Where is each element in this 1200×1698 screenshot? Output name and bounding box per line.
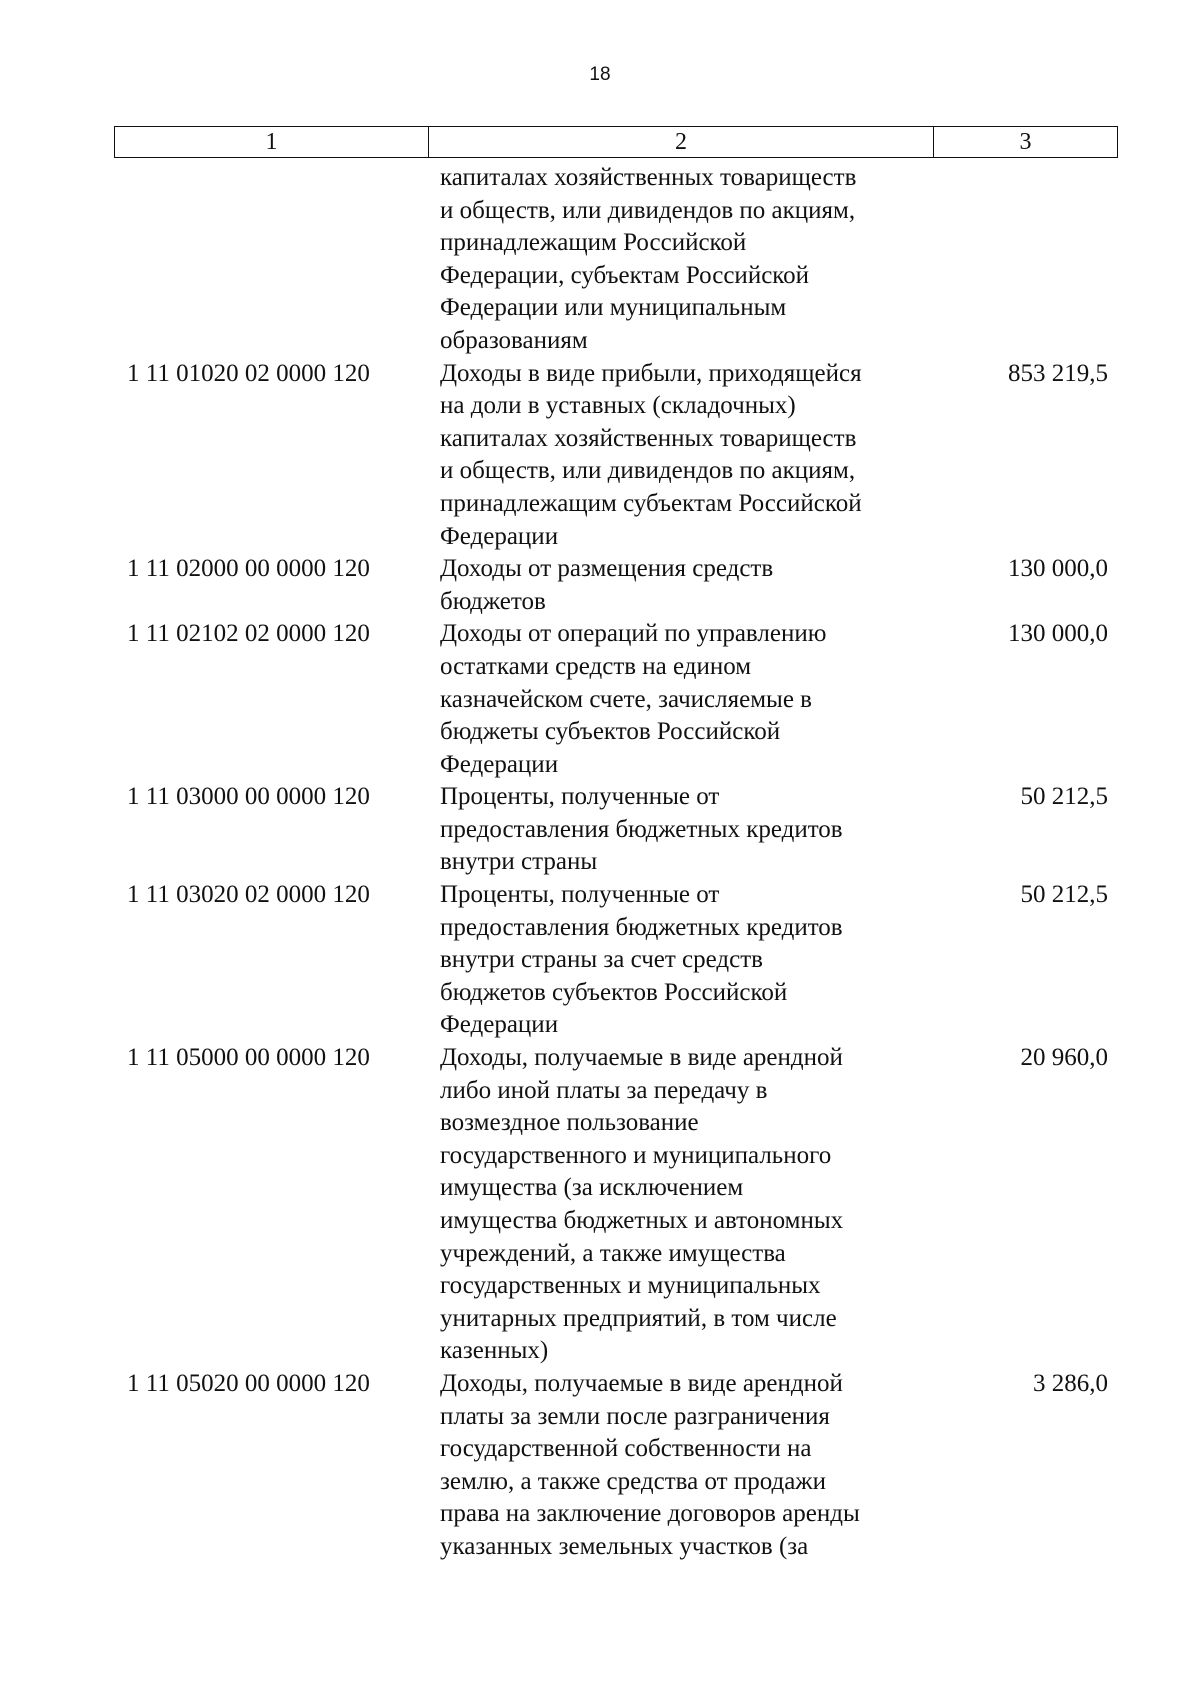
income-name-line: Доходы от операций по управлению [440, 620, 827, 648]
income-name-cell [428, 879, 933, 1042]
income-name-line: учреждений, а также имущества [440, 1239, 786, 1267]
income-name-line: государственного и муниципального [440, 1141, 832, 1169]
amount-cell: 50 212,5 [1020, 881, 1108, 909]
income-name-line: и обществ, или дивидендов по акциям, [440, 196, 856, 224]
income-name-line: остатками средств на едином [440, 652, 752, 680]
budget-code-cell: 1 11 02102 02 0000 120 [127, 620, 370, 648]
income-name-line: унитарных предприятий, в том числе [440, 1304, 837, 1332]
income-name-line: государственной собственности на [440, 1435, 812, 1463]
amount-cell: 130 000,0 [1008, 555, 1108, 583]
income-name-line: государственных и муниципальных [440, 1272, 821, 1300]
table-row [114, 1042, 1118, 1368]
table-body [114, 162, 1118, 1564]
income-name-line: и обществ, или дивидендов по акциям, [440, 457, 856, 485]
income-name-line: капиталах хозяйственных товариществ [440, 164, 857, 191]
budget-code-cell: 1 11 02000 00 0000 120 [127, 555, 370, 583]
table-row [114, 781, 1118, 879]
amount-cell: 130 000,0 [1008, 620, 1108, 648]
table-row [114, 1368, 1118, 1564]
income-name-line: указанных земельных участков (за [440, 1532, 809, 1560]
income-name-line: Доходы, получаемые в виде арендной [440, 1044, 843, 1072]
column-header-1: 1 [115, 127, 429, 157]
amount-cell: 50 212,5 [1020, 783, 1108, 811]
income-name-line: имущества бюджетных и автономных [440, 1207, 844, 1234]
income-name-line: Федерации [440, 522, 559, 550]
table-row [114, 553, 1118, 618]
income-name-cell [428, 553, 933, 618]
income-name-cell [428, 618, 933, 781]
column-header-2: 2 [429, 127, 934, 157]
income-name-line: образованиям [440, 326, 588, 354]
budget-code-cell: 1 11 01020 02 0000 120 [127, 359, 370, 387]
amount-cell: 853 219,5 [1008, 359, 1108, 387]
income-name-line: на доли в уставных (складочных) [440, 392, 796, 420]
table-row [114, 618, 1118, 781]
income-name-line: права на заключение договоров аренды [440, 1500, 860, 1528]
income-name-line: либо иной платы за передачу в [440, 1076, 768, 1104]
table-row [114, 879, 1118, 1042]
income-name-line: предоставления бюджетных кредитов [440, 815, 843, 843]
income-name-line: внутри страны за счет средств [440, 946, 763, 974]
page-number: 18 [589, 64, 611, 85]
income-name-line: имущества (за исключением [440, 1174, 744, 1202]
income-name-line: землю, а также средства от продажи [440, 1467, 826, 1495]
income-name-line: бюджеты субъектов Российской [440, 718, 781, 746]
income-name-line: казенных) [440, 1337, 549, 1365]
budget-code-cell: 1 11 03020 02 0000 120 [127, 881, 370, 909]
income-name-cell [428, 358, 933, 554]
income-name-line: принадлежащим Российской [440, 229, 747, 257]
income-name-cell [428, 1042, 933, 1368]
income-name-cell [428, 1368, 933, 1564]
income-name-line: капиталах хозяйственных товариществ [440, 424, 857, 452]
income-name-line: Федерации или муниципальным [440, 294, 787, 322]
income-name-line: бюджетов [440, 587, 546, 615]
budget-code-cell: 1 11 05020 00 0000 120 [127, 1369, 370, 1397]
income-name-line: Федерации [440, 1011, 559, 1039]
table-row [114, 358, 1118, 554]
column-header-3: 3 [1019, 128, 1032, 155]
income-name-line: Проценты, полученные от [440, 881, 720, 909]
income-name-line: Доходы от размещения средств [440, 555, 774, 583]
income-name-line: платы за земли после разграничения [440, 1402, 830, 1430]
income-name-line: принадлежащим субъектам Российской [440, 489, 862, 517]
income-name-line: возмездное пользование [440, 1109, 699, 1137]
income-name-line: внутри страны [440, 848, 598, 876]
income-name-line: предоставления бюджетных кредитов [440, 913, 843, 941]
income-name-line: Доходы, получаемые в виде арендной [440, 1369, 843, 1397]
income-name-line: Федерации, субъектам Российской [440, 261, 810, 289]
income-name-line: Доходы в виде прибыли, приходящейся [440, 359, 862, 387]
income-name-line: бюджетов субъектов Российской [440, 978, 788, 1006]
table-row [114, 162, 1118, 358]
amount-cell: 20 960,0 [1020, 1044, 1108, 1072]
income-name-line: Проценты, полученные от [440, 783, 720, 811]
table-header-row [114, 126, 1118, 158]
income-name-line: казначейском счете, зачисляемые в [440, 685, 812, 713]
budget-code-cell: 1 11 03000 00 0000 120 [127, 783, 370, 811]
income-name-cell [428, 781, 933, 879]
amount-cell: 3 286,0 [1033, 1369, 1108, 1397]
income-name-cell [428, 162, 933, 358]
budget-code-cell: 1 11 05000 00 0000 120 [127, 1044, 370, 1072]
income-name-line: Федерации [440, 750, 559, 778]
